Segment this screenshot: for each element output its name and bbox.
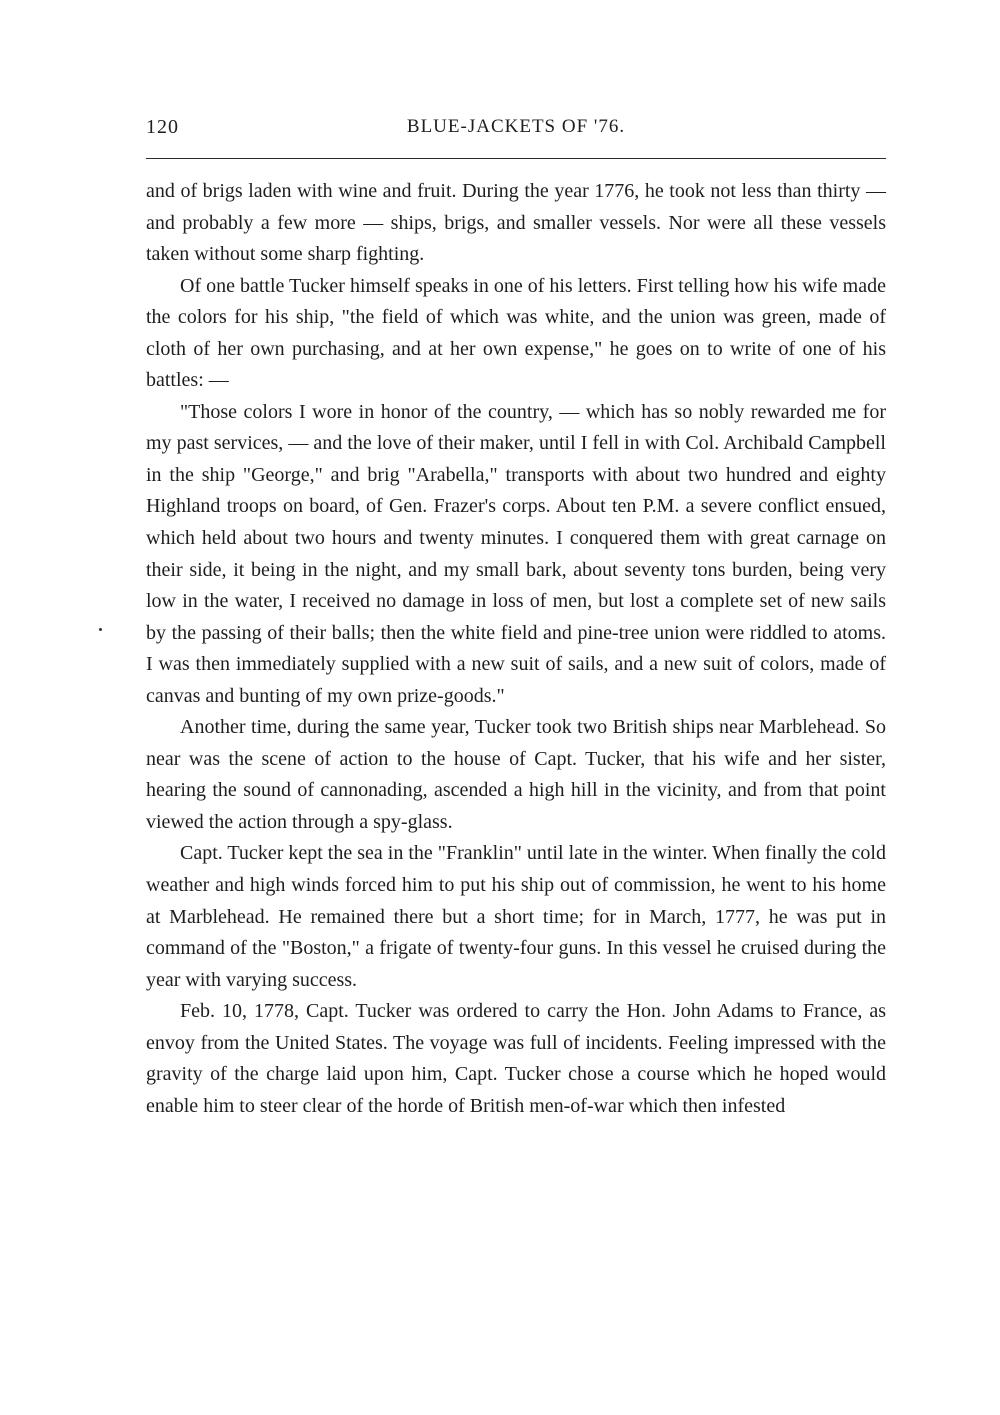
margin-speck <box>99 628 102 631</box>
body-text <box>146 176 886 1122</box>
paragraph-3-quote: "Those colors I wore in honor of the country, — which has so nobly rewarded me for my past services, — and the love of their maker, until I fell in with Col. Archibald Campbell in the ship "George," and brig "Arabella," transports with about two hundred and eighty Highland troops on board, of Gen. Frazer's corps. About ten P.M. a severe conflict ensued, which held about two hours and twenty minutes. I conquered them with great carnage on their side, it being in the night, and my small bark, about seventy tons burden, being very low in the water, I received no damage in loss of men, but lost a complete set of new sails by the passing of their balls; then the white field and pine-tree union were riddled to atoms. I was then immediately supplied with a new suit of sails, and a new suit of colors, made of canvas and bunting of my own prize-goods." <box>146 400 886 707</box>
page-number: 120 <box>146 116 179 138</box>
running-head: BLUE-JACKETS OF '76. <box>406 116 626 137</box>
paragraph-5: Capt. Tucker kept the sea in the "Franklin" until late in the winter. When finally the cold weather and high winds forced him to put his ship out of commission, he went to his home at Marblehead. He remained there but a short time; for in March, 1777, he was put in command of the "Boston," a frigate of twenty-four guns. In this vessel he cruised during the year with varying success. <box>146 842 886 991</box>
paragraph-4: Another time, during the same year, Tucker took two British ships near Marblehead. So near was the scene of action to the house of Capt. Tucker, that his wife and her sister, hearing the sound of cannonading, ascended a high hill in the vicinity, and from that point viewed the action through a spy-glass. <box>146 716 886 833</box>
paragraph-1: and of brigs laden with wine and fruit. During the year 1776, he took not less than thirty — and probably a few more — ships, brigs, and smaller vessels. Nor were all these vessels taken without some sharp fighting. <box>146 180 886 266</box>
paragraph-6: Feb. 10, 1778, Capt. Tucker was ordered to carry the Hon. John Adams to France, as envoy from the United States. The voyage was full of incidents. Feeling impressed with the gravity of the charge laid upon him, Capt. Tucker chose a course which he hoped would enable him to steer clear of the horde of British men-of-war which then infested <box>146 1000 886 1117</box>
paragraph-2: Of one battle Tucker himself speaks in one of his letters. First telling how his wife made the colors for his ship, "the field of which was white, and the union was green, made of cloth of her own purchasing, and at her own expense," he goes on to write of one of his battles: — <box>146 274 886 392</box>
page-header <box>146 116 886 150</box>
header-rule <box>146 158 886 159</box>
